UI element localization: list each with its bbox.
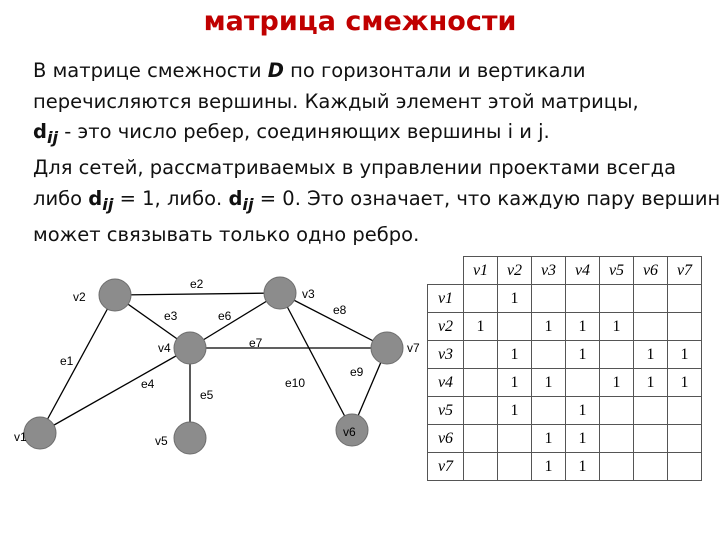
matrix-cell bbox=[668, 453, 702, 481]
matrix-row-header: v7 bbox=[428, 453, 464, 481]
edge-label-e8: e8 bbox=[333, 303, 347, 317]
text-run: = 1, либо. bbox=[113, 186, 229, 210]
vertex-v3 bbox=[264, 277, 296, 309]
matrix-cell bbox=[464, 425, 498, 453]
matrix-cell: 1 bbox=[532, 425, 566, 453]
matrix-cell: 1 bbox=[566, 397, 600, 425]
element-symbol: d bbox=[88, 186, 103, 210]
edge-label-e4: e4 bbox=[141, 377, 155, 391]
matrix-cell bbox=[532, 397, 566, 425]
text-run: В матрице смежности bbox=[33, 59, 268, 82]
matrix-cell: 1 bbox=[634, 341, 668, 369]
vertex-v1 bbox=[24, 417, 56, 449]
matrix-cell bbox=[668, 285, 702, 313]
matrix-cell: 1 bbox=[566, 313, 600, 341]
edge-label-e2: e2 bbox=[190, 277, 204, 291]
matrix-col-header: v5 bbox=[600, 257, 634, 285]
matrix-cell: 1 bbox=[668, 341, 702, 369]
text-line-2: перечисляются вершины. Каждый элемент этой матрицы, bbox=[33, 89, 639, 113]
vertex-v4 bbox=[174, 332, 206, 364]
edge-e8 bbox=[280, 293, 387, 348]
edge-label-e6: e6 bbox=[218, 309, 232, 323]
matrix-cell bbox=[668, 397, 702, 425]
vertex-label-v1: v1 bbox=[14, 430, 27, 444]
text-run: = 0. Это означает, что каждую пару вершин bbox=[253, 186, 720, 210]
matrix-cell: 1 bbox=[498, 285, 532, 313]
element-symbol: d bbox=[228, 186, 243, 210]
vertex-label-v4: v4 bbox=[158, 341, 171, 355]
matrix-row bbox=[428, 285, 702, 313]
network-graph bbox=[0, 255, 430, 470]
description-text bbox=[33, 56, 720, 251]
edge-label-e10: e10 bbox=[285, 376, 306, 390]
matrix-cell bbox=[498, 425, 532, 453]
edge-label-e7: e7 bbox=[249, 336, 263, 350]
matrix-cell: 1 bbox=[634, 369, 668, 397]
matrix-cell bbox=[600, 285, 634, 313]
matrix-cell: 1 bbox=[566, 425, 600, 453]
edge-e2 bbox=[115, 293, 280, 295]
matrix-cell bbox=[464, 285, 498, 313]
matrix-cell bbox=[498, 453, 532, 481]
vertex-v2 bbox=[99, 279, 131, 311]
element-symbol: d bbox=[33, 120, 47, 143]
matrix-cell bbox=[634, 397, 668, 425]
matrix-cell bbox=[464, 453, 498, 481]
matrix-cell: 1 bbox=[600, 313, 634, 341]
matrix-col-header: v6 bbox=[634, 257, 668, 285]
matrix-cell: 1 bbox=[464, 313, 498, 341]
matrix-col-header: v1 bbox=[464, 257, 498, 285]
matrix-cell bbox=[600, 341, 634, 369]
text-line-4: Для сетей, рассматриваемых в управлении проектами всегда bbox=[33, 156, 677, 180]
matrix-cell: 1 bbox=[566, 453, 600, 481]
vertex-v7 bbox=[371, 332, 403, 364]
element-subscript: ij bbox=[46, 127, 59, 147]
matrix-cell bbox=[532, 341, 566, 369]
text-run: по горизонтали и вертикали bbox=[283, 59, 586, 82]
matrix-row-header: v1 bbox=[428, 285, 464, 313]
matrix-cell bbox=[668, 425, 702, 453]
text-run: либо bbox=[33, 186, 89, 210]
matrix-cell bbox=[464, 397, 498, 425]
matrix-row bbox=[428, 425, 702, 453]
matrix-header-row bbox=[428, 257, 702, 285]
matrix-col-header: v3 bbox=[532, 257, 566, 285]
matrix-cell bbox=[634, 285, 668, 313]
text-line-6: может связывать только одно ребро. bbox=[33, 223, 420, 247]
text-line-5 bbox=[33, 184, 720, 220]
matrix-corner bbox=[428, 257, 464, 285]
matrix-cell bbox=[600, 453, 634, 481]
matrix-row-header: v6 bbox=[428, 425, 464, 453]
matrix-cell: 1 bbox=[668, 369, 702, 397]
matrix-cell bbox=[464, 369, 498, 397]
matrix-row-header: v4 bbox=[428, 369, 464, 397]
matrix-cell: 1 bbox=[498, 341, 532, 369]
vertex-label-v2: v2 bbox=[73, 290, 86, 304]
text-line-3 bbox=[33, 117, 703, 153]
matrix-col-header: v7 bbox=[668, 257, 702, 285]
text-run: - это число ребер, соединяющих вершины i и j. bbox=[58, 120, 550, 143]
matrix-cell: 1 bbox=[532, 313, 566, 341]
matrix-cell bbox=[668, 313, 702, 341]
matrix-row bbox=[428, 369, 702, 397]
vertex-v5 bbox=[174, 422, 206, 454]
matrix-cell bbox=[498, 313, 532, 341]
matrix-cell bbox=[634, 313, 668, 341]
vertex-label-v5: v5 bbox=[155, 434, 168, 448]
matrix-cell: 1 bbox=[498, 369, 532, 397]
matrix-row bbox=[428, 453, 702, 481]
matrix-cell: 1 bbox=[498, 397, 532, 425]
adjacency-matrix bbox=[427, 256, 702, 481]
matrix-row-header: v3 bbox=[428, 341, 464, 369]
matrix-row-header: v5 bbox=[428, 397, 464, 425]
matrix-col-header: v4 bbox=[566, 257, 600, 285]
matrix-row bbox=[428, 341, 702, 369]
matrix-cell bbox=[600, 397, 634, 425]
matrix-cell bbox=[634, 425, 668, 453]
vertex-label-v6: v6 bbox=[343, 425, 356, 439]
matrix-row bbox=[428, 397, 702, 425]
matrix-cell bbox=[566, 285, 600, 313]
edge-label-e3: e3 bbox=[164, 309, 178, 323]
matrix-cell: 1 bbox=[532, 369, 566, 397]
edge-label-e1: e1 bbox=[60, 354, 74, 368]
matrix-col-header: v2 bbox=[498, 257, 532, 285]
matrix-cell bbox=[566, 369, 600, 397]
element-subscript: ij bbox=[242, 194, 254, 214]
vertex-label-v7: v7 bbox=[407, 341, 420, 355]
matrix-symbol: D bbox=[267, 59, 284, 82]
text-line-1 bbox=[33, 56, 703, 87]
matrix-cell: 1 bbox=[600, 369, 634, 397]
matrix-row-header: v2 bbox=[428, 313, 464, 341]
vertex-label-v3: v3 bbox=[302, 287, 315, 301]
edge-label-e5: e5 bbox=[200, 388, 214, 402]
matrix-cell bbox=[532, 285, 566, 313]
matrix-cell bbox=[600, 425, 634, 453]
matrix-cell bbox=[464, 341, 498, 369]
matrix-row bbox=[428, 313, 702, 341]
edge-label-e9: e9 bbox=[350, 365, 364, 379]
matrix-cell: 1 bbox=[566, 341, 600, 369]
matrix-cell bbox=[634, 453, 668, 481]
element-subscript: ij bbox=[102, 194, 114, 214]
page-title: матрица смежности bbox=[203, 6, 517, 37]
matrix-cell: 1 bbox=[532, 453, 566, 481]
